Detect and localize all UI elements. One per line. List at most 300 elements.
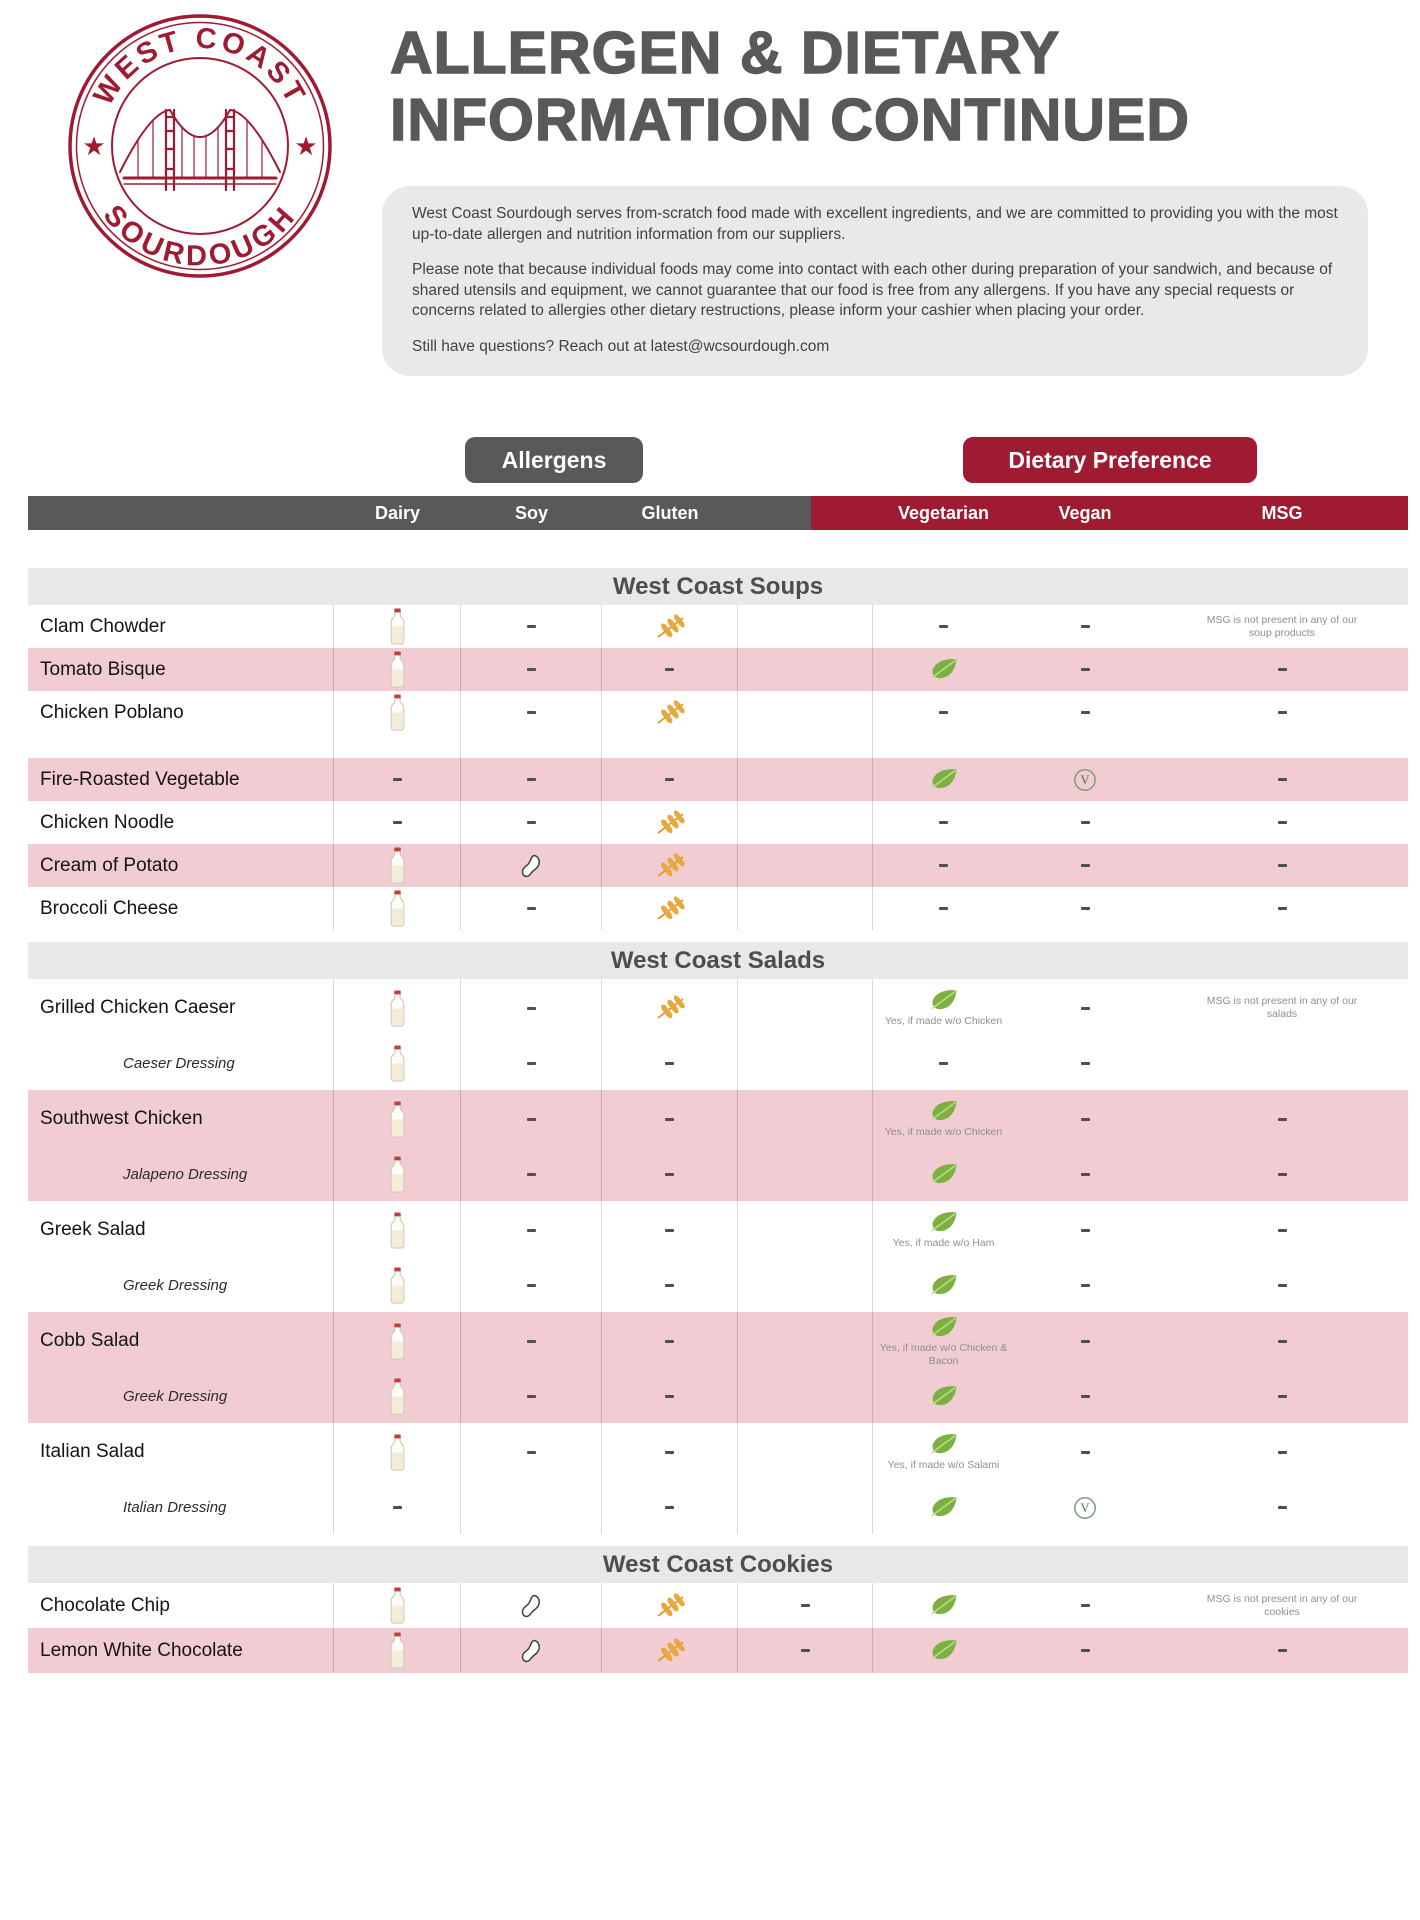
cell-note: MSG is not present in any of our cookies <box>1206 1592 1358 1618</box>
cell-extra <box>738 1423 873 1481</box>
cell-msg <box>1156 979 1408 1037</box>
item-name: Broccoli Cheese <box>40 897 179 919</box>
dash-mark <box>665 1229 674 1232</box>
cell-vegetarian <box>873 1481 1014 1534</box>
cell-vegetarian <box>873 1312 1014 1370</box>
cell-vegan <box>1014 648 1156 691</box>
cell-vegetarian <box>873 758 1014 801</box>
cell-vegetarian <box>873 1423 1014 1481</box>
cell-vegan <box>1014 1423 1156 1481</box>
cell-item-name <box>28 1090 334 1148</box>
dash-mark <box>393 821 402 824</box>
table-row <box>28 1148 1408 1201</box>
cell-gluten <box>602 844 738 887</box>
cell-item-name <box>28 887 334 930</box>
column-header-msg: MSG <box>1261 502 1303 523</box>
item-name: Caeser Dressing <box>123 1055 235 1072</box>
item-name: Chicken Noodle <box>40 811 175 833</box>
table-row <box>28 648 1408 691</box>
table-row <box>28 1370 1408 1423</box>
cell-item-name <box>28 844 334 887</box>
dash-mark <box>1081 1604 1090 1607</box>
cell-vegan <box>1014 1201 1156 1259</box>
cell-vegan <box>1014 1583 1156 1628</box>
cell-gluten <box>602 979 738 1037</box>
leaf-icon <box>928 1162 960 1187</box>
cell-item-name <box>28 1423 334 1481</box>
cell-msg <box>1156 1037 1408 1090</box>
cell-vegetarian <box>873 1201 1014 1259</box>
cell-soy <box>461 801 602 844</box>
cell-gluten <box>602 1090 738 1148</box>
leaf-icon <box>928 1273 960 1298</box>
star-right-icon: ★ <box>294 132 318 162</box>
cell-extra <box>738 605 873 648</box>
dash-mark <box>1081 1451 1090 1454</box>
cell-note: Yes, if made w/o Chicken <box>884 1126 1003 1139</box>
cell-msg <box>1156 801 1408 844</box>
cell-vegan <box>1014 1148 1156 1201</box>
cell-vegetarian <box>873 1259 1014 1312</box>
cell-note: Yes, if made w/o Ham <box>892 1237 995 1250</box>
dash-mark <box>665 1062 674 1065</box>
cell-gluten <box>602 648 738 691</box>
cell-dairy <box>334 605 461 648</box>
cell-dairy <box>334 1201 461 1259</box>
cell-gluten <box>602 887 738 930</box>
milk-icon <box>389 1323 406 1360</box>
dash-mark <box>527 1284 536 1287</box>
wheat-icon <box>654 810 686 836</box>
dash-mark <box>527 1340 536 1343</box>
dash-mark <box>939 907 948 910</box>
wheat-icon <box>654 995 686 1021</box>
cell-soy <box>461 1423 602 1481</box>
cell-msg <box>1156 1370 1408 1423</box>
cell-extra <box>738 691 873 734</box>
cell-soy <box>461 1583 602 1628</box>
cell-note: MSG is not present in any of our salads <box>1206 995 1358 1020</box>
cell-item-name <box>28 1312 334 1370</box>
cell-extra <box>738 734 873 758</box>
cell-vegan <box>1014 1628 1156 1673</box>
table-row <box>28 1312 1408 1370</box>
cell-msg <box>1156 734 1408 758</box>
milk-icon <box>389 1632 406 1669</box>
milk-icon <box>389 1267 406 1304</box>
dash-mark <box>1278 864 1287 867</box>
dash-mark <box>665 1284 674 1287</box>
milk-icon <box>389 608 406 645</box>
table-row <box>28 1090 1408 1148</box>
cell-item-name <box>28 605 334 648</box>
page-title-line2: INFORMATION CONTINUED <box>390 86 1190 153</box>
cell-vegetarian <box>873 1370 1014 1423</box>
cell-gluten <box>602 734 738 758</box>
cell-note: MSG is not present in any of our soup products <box>1206 613 1358 639</box>
cell-dairy <box>334 1037 461 1090</box>
column-header-bar <box>28 496 1408 530</box>
dash-mark <box>665 1118 674 1121</box>
item-name: Greek Dressing <box>123 1277 228 1294</box>
section-title: West Coast Cookies <box>28 1546 1408 1583</box>
item-name: Greek Dressing <box>123 1388 228 1405</box>
table-row <box>28 801 1408 844</box>
milk-icon <box>389 1378 406 1415</box>
cell-vegetarian <box>873 1628 1014 1673</box>
milk-icon <box>389 990 406 1027</box>
dash-mark <box>527 1062 536 1065</box>
cell-dairy <box>334 1583 461 1628</box>
cell-vegetarian <box>873 1037 1014 1090</box>
cell-vegan <box>1014 844 1156 887</box>
milk-icon <box>389 890 406 927</box>
dash-mark <box>1278 778 1287 781</box>
item-name: Jalapeno Dressing <box>123 1166 248 1183</box>
cell-vegan <box>1014 1370 1156 1423</box>
dash-mark <box>1081 1062 1090 1065</box>
vcircle-icon <box>1073 1496 1097 1520</box>
cell-gluten <box>602 691 738 734</box>
dash-mark <box>1278 1340 1287 1343</box>
soy-icon <box>521 854 541 878</box>
section-title: West Coast Salads <box>28 942 1408 979</box>
cell-soy <box>461 1628 602 1673</box>
cell-soy <box>461 979 602 1037</box>
cell-vegan <box>1014 605 1156 648</box>
cell-dairy <box>334 1370 461 1423</box>
cell-gluten <box>602 1481 738 1534</box>
page-title-line1: ALLERGEN & DIETARY <box>390 20 1061 86</box>
cell-gluten <box>602 1312 738 1370</box>
dash-mark <box>665 1173 674 1176</box>
item-name: Grilled Chicken Caeser <box>40 997 236 1018</box>
dash-mark <box>665 1340 674 1343</box>
cell-item-name <box>28 1148 334 1201</box>
cell-item-name <box>28 1628 334 1673</box>
item-name: Cobb Salad <box>40 1330 140 1351</box>
cell-extra <box>738 1037 873 1090</box>
svg-text:V: V <box>1080 772 1090 787</box>
cell-gluten <box>602 1259 738 1312</box>
table-row <box>28 691 1408 734</box>
dash-mark <box>1081 668 1090 671</box>
cell-vegetarian <box>873 1090 1014 1148</box>
cell-vegan <box>1014 979 1156 1037</box>
milk-icon <box>389 847 406 884</box>
item-name: Southwest Chicken <box>40 1108 203 1129</box>
milk-icon <box>389 1587 406 1624</box>
cell-extra <box>738 1201 873 1259</box>
item-name: Italian Salad <box>40 1441 145 1462</box>
dash-mark <box>665 668 674 671</box>
dash-mark <box>665 778 674 781</box>
cell-msg <box>1156 1583 1408 1628</box>
cell-extra <box>738 1481 873 1534</box>
logo-top-text: WEST COAST <box>87 22 313 111</box>
cell-extra <box>738 1583 873 1628</box>
cell-vegan <box>1014 1037 1156 1090</box>
item-name: Chocolate Chip <box>40 1594 170 1616</box>
column-header-vegetarian: Vegetarian <box>897 502 990 523</box>
cell-gluten <box>602 1148 738 1201</box>
dash-mark <box>801 1604 810 1607</box>
dash-mark <box>527 821 536 824</box>
cell-soy <box>461 1259 602 1312</box>
milk-icon <box>389 694 406 731</box>
wheat-icon <box>654 614 686 640</box>
sections <box>28 568 1408 1673</box>
cell-soy <box>461 734 602 758</box>
table-row <box>28 605 1408 648</box>
cell-dairy <box>334 1148 461 1201</box>
cell-note: Yes, if made w/o Chicken <box>884 1015 1003 1028</box>
dash-mark <box>527 1173 536 1176</box>
item-name: Tomato Bisque <box>40 658 166 680</box>
dash-mark <box>393 778 402 781</box>
cell-vegetarian <box>873 979 1014 1037</box>
cell-extra <box>738 844 873 887</box>
dash-mark <box>527 1118 536 1121</box>
cell-dairy <box>334 1423 461 1481</box>
dietary-preference-pill: Dietary Preference <box>963 437 1257 483</box>
cell-msg <box>1156 887 1408 930</box>
leaf-icon <box>928 657 960 682</box>
dash-mark <box>1081 1007 1090 1010</box>
cell-item-name <box>28 691 334 734</box>
cell-msg <box>1156 1259 1408 1312</box>
dash-mark <box>1278 1649 1287 1652</box>
leaf-icon <box>928 1384 960 1409</box>
soy-icon <box>521 1594 541 1618</box>
leaf-icon <box>928 1210 960 1235</box>
page-title <box>390 20 1190 153</box>
cell-msg <box>1156 1628 1408 1673</box>
group-header-row <box>28 437 1408 483</box>
dash-mark <box>1278 1118 1287 1121</box>
cell-vegetarian <box>873 844 1014 887</box>
table-row <box>28 887 1408 930</box>
cell-vegan <box>1014 1090 1156 1148</box>
wheat-icon <box>654 700 686 726</box>
milk-icon <box>389 651 406 688</box>
dash-mark <box>527 1451 536 1454</box>
logo-bottom-text: SOURDOUGH <box>96 199 304 273</box>
cell-vegan <box>1014 734 1156 758</box>
wheat-icon <box>654 853 686 879</box>
item-name: Greek Salad <box>40 1219 146 1240</box>
dash-mark <box>939 821 948 824</box>
cell-extra <box>738 1312 873 1370</box>
cell-vegan <box>1014 691 1156 734</box>
allergens-pill: Allergens <box>465 437 643 483</box>
cell-gluten <box>602 1201 738 1259</box>
cell-extra <box>738 1148 873 1201</box>
cell-msg <box>1156 605 1408 648</box>
west-coast-sourdough-logo <box>66 12 334 280</box>
dash-mark <box>1081 1284 1090 1287</box>
star-left-icon: ★ <box>82 132 106 162</box>
cell-item-name <box>28 801 334 844</box>
dash-mark <box>665 1451 674 1454</box>
cell-extra <box>738 1090 873 1148</box>
cell-vegetarian <box>873 605 1014 648</box>
cell-dairy <box>334 1481 461 1534</box>
wheat-icon <box>654 1593 686 1619</box>
cell-soy <box>461 1037 602 1090</box>
milk-icon <box>389 1434 406 1471</box>
column-header-gluten: Gluten <box>641 502 699 523</box>
cell-msg <box>1156 1312 1408 1370</box>
cell-dairy <box>334 887 461 930</box>
cell-dairy <box>334 648 461 691</box>
soy-icon <box>521 1639 541 1663</box>
cell-extra <box>738 1370 873 1423</box>
intro-paragraph-1: West Coast Sourdough serves from-scratch food made with excellent ingredients, and we are committed to providing you with the most up-to-date allergen and nutrition information from our suppliers. <box>412 205 1338 243</box>
milk-icon <box>389 1156 406 1193</box>
cell-item-name <box>28 1259 334 1312</box>
leaf-icon <box>928 1495 960 1520</box>
dash-mark <box>665 1506 674 1509</box>
allergen-table <box>28 437 1408 1673</box>
dash-mark <box>527 1229 536 1232</box>
cell-item-name <box>28 648 334 691</box>
table-row <box>28 734 1408 758</box>
milk-icon <box>389 1045 406 1082</box>
milk-icon <box>389 1101 406 1138</box>
table-row <box>28 1481 1408 1534</box>
dash-mark <box>1081 1340 1090 1343</box>
cell-note: Yes, if made w/o Salami <box>887 1459 1000 1472</box>
item-name: Cream of Potato <box>40 854 179 876</box>
dash-mark <box>1081 1229 1090 1232</box>
leaf-icon <box>928 1432 960 1457</box>
dash-mark <box>527 907 536 910</box>
column-header-spacer <box>28 496 334 530</box>
table-row <box>28 1201 1408 1259</box>
cell-vegetarian <box>873 1148 1014 1201</box>
cell-extra <box>738 887 873 930</box>
dash-mark <box>1278 668 1287 671</box>
dash-mark <box>527 778 536 781</box>
dash-mark <box>1081 711 1090 714</box>
dash-mark <box>527 668 536 671</box>
table-row <box>28 844 1408 887</box>
dash-mark <box>1081 907 1090 910</box>
cell-note: Yes, if made w/o Chicken & Bacon <box>879 1341 1008 1367</box>
cell-dairy <box>334 801 461 844</box>
cell-soy <box>461 691 602 734</box>
dash-mark <box>1081 1395 1090 1398</box>
cell-vegan <box>1014 1312 1156 1370</box>
cell-soy <box>461 1148 602 1201</box>
cell-vegetarian <box>873 691 1014 734</box>
dash-mark <box>1278 1451 1287 1454</box>
dash-mark <box>1278 1506 1287 1509</box>
dash-mark <box>1278 1395 1287 1398</box>
leaf-icon <box>928 1638 960 1663</box>
section-title: West Coast Soups <box>28 568 1408 605</box>
cell-soy <box>461 1481 602 1534</box>
cell-dairy <box>334 758 461 801</box>
cell-gluten <box>602 801 738 844</box>
cell-item-name <box>28 1201 334 1259</box>
table-row <box>28 979 1408 1037</box>
dash-mark <box>1278 1229 1287 1232</box>
wheat-icon <box>654 1638 686 1664</box>
dash-mark <box>1081 1649 1090 1652</box>
cell-item-name <box>28 1583 334 1628</box>
leaf-icon <box>928 1099 960 1124</box>
cell-vegan <box>1014 758 1156 801</box>
cell-msg <box>1156 844 1408 887</box>
table-row <box>28 1423 1408 1481</box>
cell-extra <box>738 758 873 801</box>
cell-gluten <box>602 605 738 648</box>
cell-vegan <box>1014 1259 1156 1312</box>
item-name: Italian Dressing <box>123 1499 227 1516</box>
cell-dairy <box>334 1090 461 1148</box>
cell-gluten <box>602 758 738 801</box>
dash-mark <box>1081 864 1090 867</box>
cell-soy <box>461 758 602 801</box>
dash-mark <box>939 864 948 867</box>
cell-vegan <box>1014 1481 1156 1534</box>
cell-dairy <box>334 1628 461 1673</box>
cell-gluten <box>602 1628 738 1673</box>
cell-item-name <box>28 979 334 1037</box>
cell-msg <box>1156 648 1408 691</box>
table-row <box>28 758 1408 801</box>
dash-mark <box>939 711 948 714</box>
dash-mark <box>1081 821 1090 824</box>
cell-vegetarian <box>873 648 1014 691</box>
cell-soy <box>461 1370 602 1423</box>
dash-mark <box>665 1395 674 1398</box>
cell-msg <box>1156 1090 1408 1148</box>
cell-item-name <box>28 1370 334 1423</box>
dash-mark <box>1278 907 1287 910</box>
intro-paragraph-3: Still have questions? Reach out at latest@wcsourdough.com <box>412 338 830 356</box>
cell-soy <box>461 605 602 648</box>
cell-dairy <box>334 734 461 758</box>
dash-mark <box>393 1506 402 1509</box>
leaf-icon <box>928 1315 960 1340</box>
dash-mark <box>801 1649 810 1652</box>
cell-gluten <box>602 1423 738 1481</box>
wheat-icon <box>654 896 686 922</box>
cell-msg <box>1156 1423 1408 1481</box>
cell-soy <box>461 1201 602 1259</box>
dash-mark <box>1278 1284 1287 1287</box>
cell-dairy <box>334 691 461 734</box>
intro-paragraph-2: Please note that because individual foods may come into contact with each other during preparation of your sandwich, and because of shared utensils and equipment, we cannot guarantee that our food is free from any allergens. If you have any special requests or concerns related to allergies other dietary restructions, please inform your cashier when placing your order. <box>412 261 1333 320</box>
column-header-vegan: Vegan <box>1058 502 1112 523</box>
dash-mark <box>939 625 948 628</box>
dash-mark <box>1278 711 1287 714</box>
cell-extra <box>738 801 873 844</box>
cell-soy <box>461 887 602 930</box>
item-name: Fire-Roasted Vegetable <box>40 768 240 790</box>
cell-gluten <box>602 1370 738 1423</box>
cell-vegetarian <box>873 1583 1014 1628</box>
cell-vegetarian <box>873 801 1014 844</box>
cell-item-name <box>28 1037 334 1090</box>
cell-dairy <box>334 844 461 887</box>
cell-vegan <box>1014 801 1156 844</box>
logo-outer-ring <box>70 16 330 276</box>
cell-vegetarian <box>873 887 1014 930</box>
